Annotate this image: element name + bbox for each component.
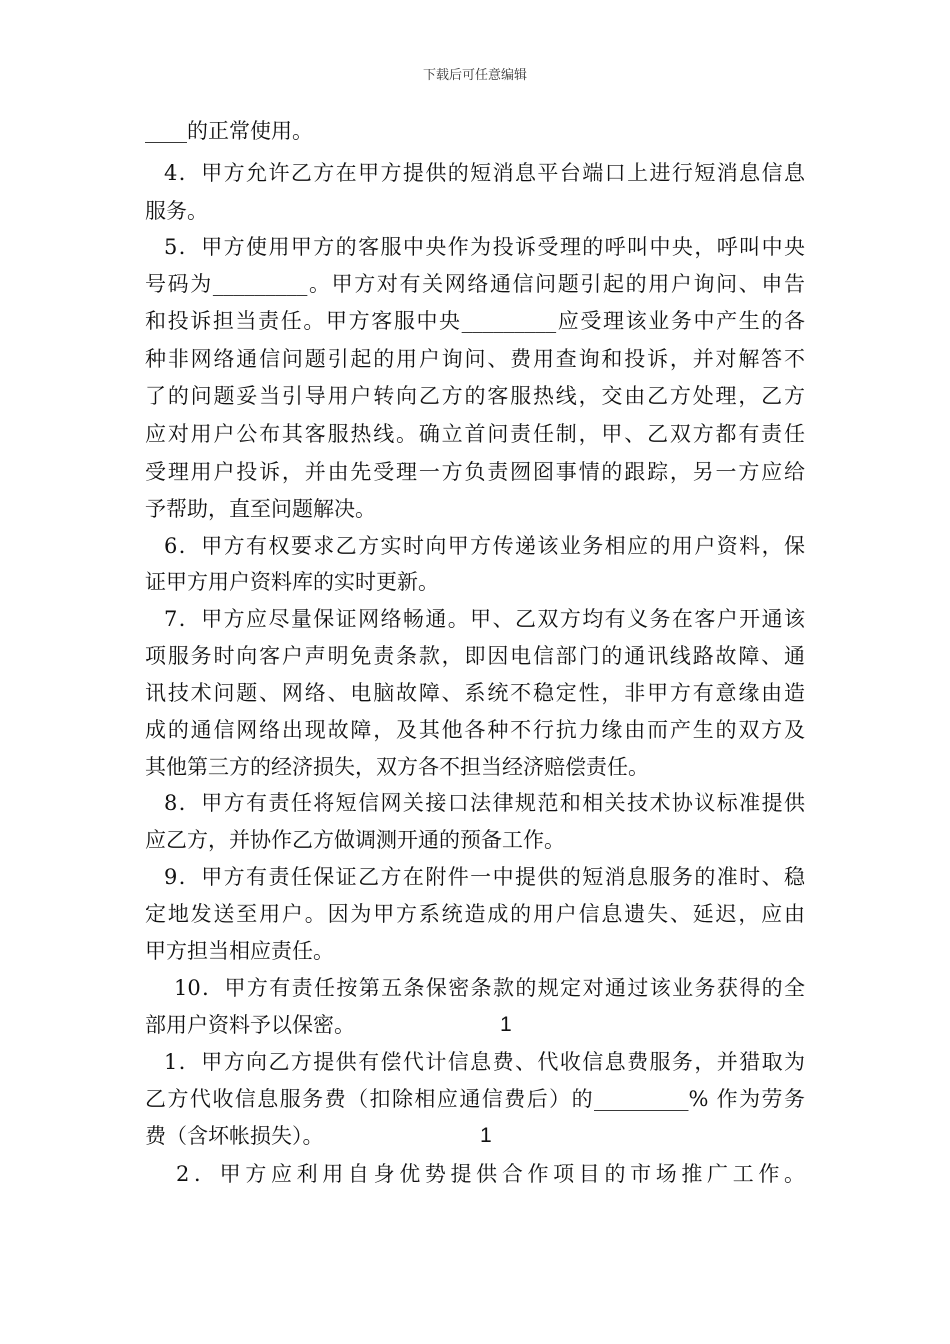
text-line: 定地发送至用户。因为甲方系统造成的用户信息遗失、延迟，应由	[145, 902, 805, 926]
text-line: 10．甲方有责任按第五条保密条款的规定对通过该业务获得的全	[174, 976, 805, 1000]
text-line: 8．甲方有责任将短信网关接口法律规范和相关技术协议标准提供	[164, 791, 805, 815]
text-line: 了的问题妥当引导用户转向乙方的客服热线，交由乙方处理，乙方	[145, 384, 805, 408]
text-line: ____的正常使用。	[145, 119, 313, 143]
footnote-mark: 1	[480, 1124, 492, 1147]
text-line: 项服务时向客户声明免责条款，即因电信部门的通讯线路故障、通	[145, 644, 805, 668]
text-line: 受理用户投诉，并由先受理一方负责囫囵事情的跟踪，另一方应给	[145, 460, 805, 484]
text-line: 应对用户公布其客服热线。确立首问责任制，甲、乙双方都有责任	[145, 422, 805, 446]
text-line: 1．甲方向乙方提供有偿代计信息费、代收信息费服务，并猎取为	[164, 1050, 805, 1074]
text-line: 证甲方用户资料库的实时更新。	[145, 570, 439, 594]
text-line: 和投诉担当责任。甲方客服中央_________应受理该业务中产生的各	[145, 309, 805, 333]
text-line: 甲方担当相应责任。	[145, 939, 334, 963]
text-line: 5．甲方使用甲方的客服中央作为投诉受理的呼叫中央，呼叫中央	[164, 235, 805, 259]
text-line: 费（含坏帐损失）。	[145, 1124, 324, 1148]
text-line: 予帮助，直至问题解决。	[145, 497, 376, 521]
text-line: 9．甲方有责任保证乙方在附件一中提供的短消息服务的准时、稳	[164, 865, 805, 889]
text-line: 成的通信网络出现故障，及其他各种不行抗力缘由而产生的双方及	[145, 718, 805, 742]
text-line: 乙方代收信息服务费（扣除相应通信费后）的_________% 作为劳务	[145, 1087, 805, 1111]
text-line: 号码为_________。甲方对有关网络通信问题引起的用户询问、申告	[145, 272, 805, 296]
text-line: 6．甲方有权要求乙方实时向甲方传递该业务相应的用户资料，保	[164, 534, 805, 558]
text-line: 7．甲方应尽量保证网络畅通。甲、乙双方均有义务在客户开通该	[164, 607, 805, 631]
text-line: 服务。	[145, 199, 208, 223]
text-line: 应乙方，并协作乙方做调测开通的预备工作。	[145, 828, 565, 852]
text-line: 其他第三方的经济损失，双方各不担当经济赔偿责任。	[145, 755, 649, 779]
text-line: 4．甲方允许乙方在甲方提供的短消息平台端口上进行短消息信息	[164, 161, 805, 185]
text-line: 种非网络通信问题引起的用户询问、费用查询和投诉，并对解答不	[145, 347, 805, 371]
page-header: 下载后可任意编辑	[422, 68, 527, 83]
footnote-mark: 1	[500, 1013, 512, 1036]
text-line: 讯技术问题、网络、电脑故障、系统不稳定性，非甲方有意缘由造	[145, 681, 805, 705]
text-line: 部用户资料予以保密。	[145, 1013, 355, 1037]
text-line: 2．甲方应利用自身优势提供合作项目的市场推广工作。	[176, 1162, 805, 1186]
